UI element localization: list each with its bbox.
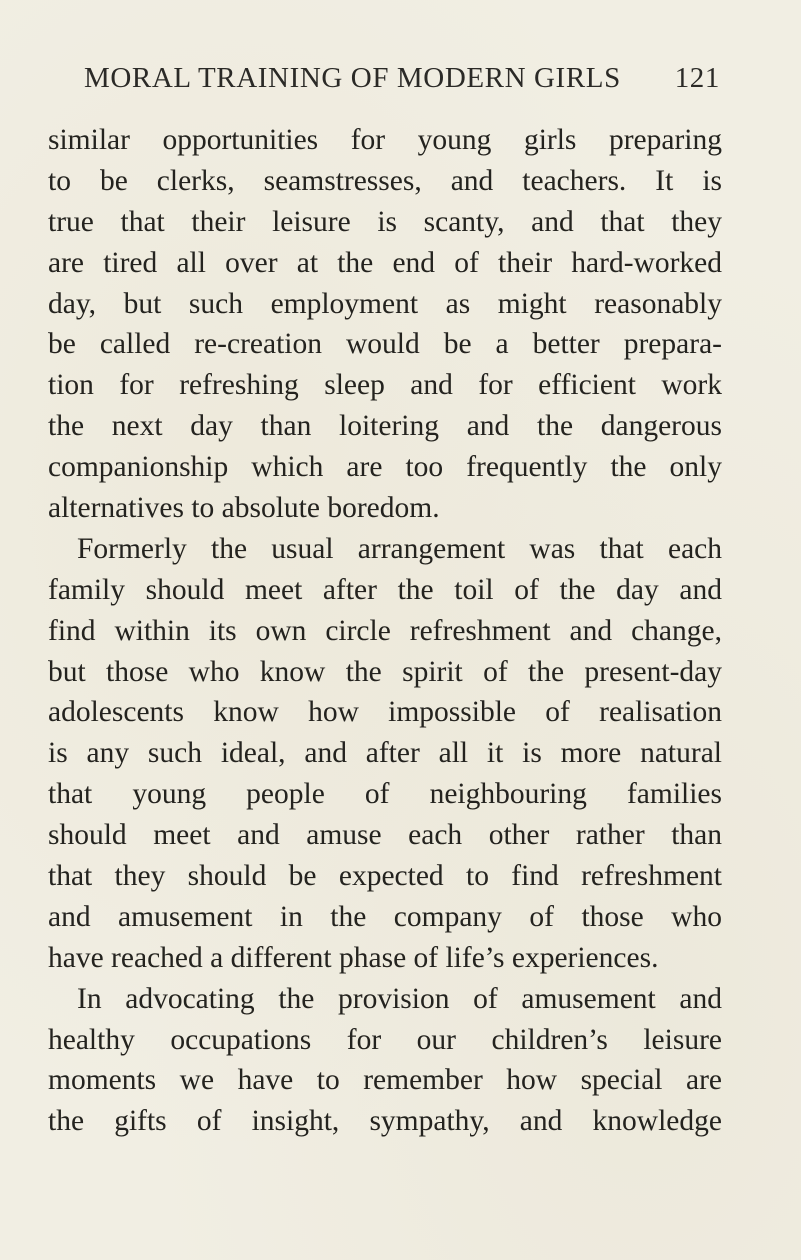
text-line: to be clerks, seamstresses, and teachers. It is bbox=[48, 164, 722, 197]
text-line: that young people of neighbouring families bbox=[48, 778, 722, 811]
running-head bbox=[84, 62, 720, 102]
text-line: similar opportunities for young girls preparing bbox=[48, 124, 722, 156]
page-number: 121 bbox=[674, 62, 720, 94]
text-line: tion for refreshing sleep and for efficient work bbox=[48, 369, 722, 402]
text-line: day, but such employment as might reasonably bbox=[48, 287, 722, 320]
text-line: are tired all over at the end of their hard-worked bbox=[48, 246, 722, 279]
text-line: In advocating the provision of amusement and bbox=[77, 982, 722, 1015]
body-text bbox=[48, 120, 722, 1142]
text-line: is any such ideal, and after all it is more natural bbox=[48, 737, 722, 770]
text-line: find within its own circle refreshment and change, bbox=[48, 614, 722, 647]
text-line: family should meet after the toil of the day and bbox=[48, 573, 722, 606]
text-line: have reached a different phase of life’s experiences. bbox=[48, 941, 659, 974]
text-line: healthy occupations for our children’s leisure bbox=[48, 1023, 722, 1056]
text-line: alternatives to absolute boredom. bbox=[48, 492, 440, 525]
text-line: Formerly the usual arrangement was that each bbox=[77, 532, 722, 565]
text-line: the next day than loitering and the dangerous bbox=[48, 410, 722, 443]
text-line: adolescents know how impossible of realisation bbox=[48, 696, 722, 729]
text-line: and amusement in the company of those who bbox=[48, 900, 722, 933]
text-line: but those who know the spirit of the present-day bbox=[48, 655, 722, 688]
text-line: that they should be expected to find refreshment bbox=[48, 860, 722, 893]
running-title: MORAL TRAINING OF MODERN GIRLS bbox=[84, 62, 621, 94]
text-line: the gifts of insight, sympathy, and knowledge bbox=[48, 1105, 722, 1138]
text-line: true that their leisure is scanty, and that they bbox=[48, 205, 722, 238]
text-line: companionship which are too frequently the only bbox=[48, 451, 722, 484]
text-line: be called re-creation would be a better prepara- bbox=[48, 328, 722, 361]
text-line: moments we have to remember how special are bbox=[48, 1064, 722, 1097]
text-line: should meet and amuse each other rather than bbox=[48, 819, 722, 852]
